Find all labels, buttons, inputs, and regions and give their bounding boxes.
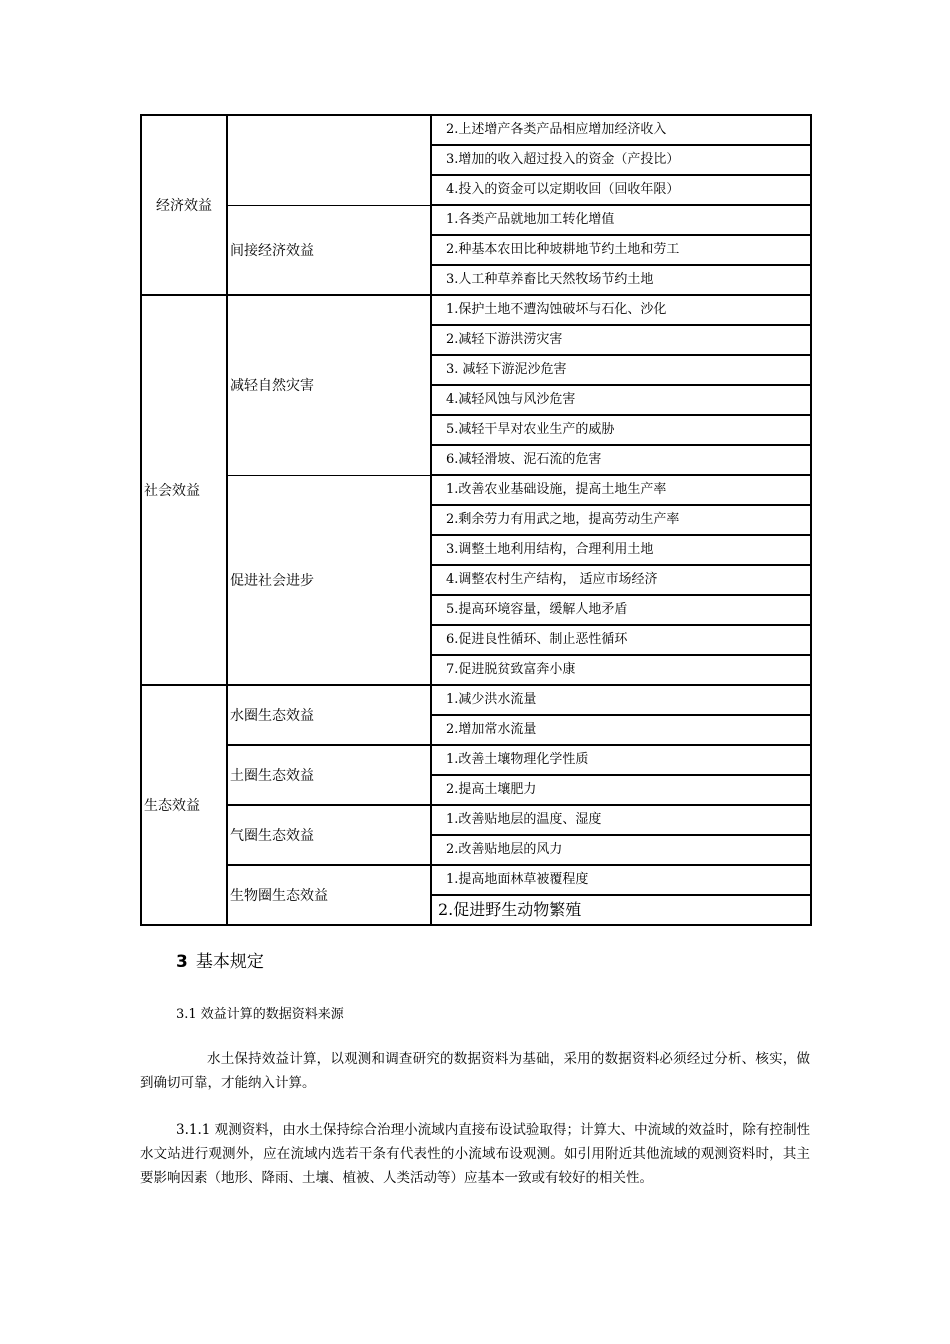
- table-cell-item: 2.上述增产各类产品相应增加经济收入: [431, 115, 811, 145]
- table-cell-item: 5.减轻干旱对农业生产的威胁: [431, 415, 811, 445]
- paragraph: 水土保持效益计算，以观测和调查研究的数据资料为基础，采用的数据资料必须经过分析、核实，做到确切可靠，才能纳入计算。: [140, 1051, 810, 1091]
- table-cell-item: 2.减轻下游洪涝灾害: [431, 325, 811, 355]
- table-cell-item: 4.减轻风蚀与风沙危害: [431, 385, 811, 415]
- table-cell-item: 1.各类产品就地加工转化增值: [431, 205, 811, 235]
- category-social: 社会效益: [141, 295, 227, 685]
- table-cell-item: 1.保护土地不遭沟蚀破坏与石化、沙化: [431, 295, 811, 325]
- table-cell-item: 3.调整土地利用结构，合理利用土地: [431, 535, 811, 565]
- table-cell-item: 1.改善贴地层的温度、湿度: [431, 805, 811, 835]
- table-cell-item: 4.调整农村生产结构， 适应市场经济: [431, 565, 811, 595]
- table-cell-item: 2.改善贴地层的风力: [431, 835, 811, 865]
- section-heading: [176, 947, 264, 972]
- table-cell-item: 6.减轻滑坡、泥石流的危害: [431, 445, 811, 475]
- table-cell-item: 3.增加的收入超过投入的资金（产投比）: [431, 145, 811, 175]
- table-cell-item: 3.人工种草养畜比天然牧场节约土地: [431, 265, 811, 295]
- table-cell-item: 2.剩余劳力有用武之地，提高劳动生产率: [431, 505, 811, 535]
- subcategory-direct-economic: [227, 115, 431, 205]
- section-number: 3: [176, 952, 188, 972]
- subcategory-hydrosphere: 水圈生态效益: [227, 685, 431, 745]
- table-cell-item: 4.投入的资金可以定期收回（回收年限）: [431, 175, 811, 205]
- table-cell-item: 5.提高环境容量，缓解人地矛盾: [431, 595, 811, 625]
- subcategory-pedosphere: 土圈生态效益: [227, 745, 431, 805]
- table-cell-item: 1.减少洪水流量: [431, 685, 811, 715]
- table-cell-item: 6.促进良性循环、制止恶性循环: [431, 625, 811, 655]
- table-cell-item: 1.改善土壤物理化学性质: [431, 745, 811, 775]
- category-ecological: 生态效益: [141, 685, 227, 925]
- category-economic: 经济效益: [141, 115, 227, 295]
- table-cell-item: 1.改善农业基础设施，提高土地生产率: [431, 475, 811, 505]
- table-cell-item: 3. 减轻下游泥沙危害: [431, 355, 811, 385]
- subcategory-social-progress: 促进社会进步: [227, 475, 431, 685]
- table-cell-item: 7.促进脱贫致富奔小康: [431, 655, 811, 685]
- benefit-classification-table: [140, 114, 812, 926]
- subcategory-biosphere: 生物圈生态效益: [227, 865, 431, 925]
- paragraph: 3.1.1 观测资料，由水土保持综合治理小流域内直接布设试验取得；计算大、中流域的效益时，除有控制性水文站进行观测外，应在流域内选若干条有代表性的小流域布设观测。如引用附近其他流域的观测资料时，其主要影响因素（地形、降雨、土壤、植被、人类活动等）应基本一致或有较好的相关性。: [140, 1122, 810, 1186]
- subsection-heading: 3.1 效益计算的数据资料来源: [176, 1007, 344, 1022]
- subcategory-reduce-disasters: 减轻自然灾害: [227, 295, 431, 475]
- subcategory-indirect-economic: 间接经济效益: [227, 205, 431, 295]
- subcategory-atmosphere: 气圈生态效益: [227, 805, 431, 865]
- table-cell-item: 1.提高地面林草被覆程度: [431, 865, 811, 895]
- table-cell-item: 2.提高土壤肥力: [431, 775, 811, 805]
- table-cell-item: 2.种基本农田比种坡耕地节约土地和劳工: [431, 235, 811, 265]
- section-title: 基本规定: [195, 952, 264, 972]
- table-cell-item: 2.促进野生动物繁殖: [431, 895, 811, 925]
- table-cell-item: 2.增加常水流量: [431, 715, 811, 745]
